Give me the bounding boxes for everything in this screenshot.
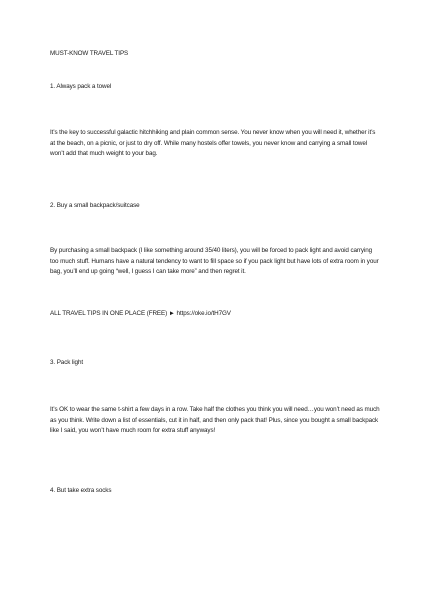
section-4-heading: 4. But take extra socks — [50, 487, 112, 494]
section-1-body: It’s the key to successful galactic hitchhiking and plain common sense. You never know when you will need it, whether it’s at the beach, on a picnic, or just to dry off. While many hostels offer towels, you never know and carrying a small towel won’t add that much weight to your bag. — [50, 129, 376, 157]
section-2-body: By purchasing a small backpack (I like something around 35/40 liters), you will be forced to pack light and avoid carrying too much stuff. Humans have a natural tendency to want to fill space so if you pack light but have lots of extra room in your bag, you’ll end up going “well, I guess I can take more” and then regret it. — [50, 247, 379, 275]
section-3-body: It’s OK to wear the same t-shirt a few days in a row. Take half the clothes you think you will need…you won’t need as much as you think. Write down a list of essentials, cut it in half, and then only pack that! Plus, since you bought a small backpack like I said, you won’t have much room for extra stuff anyways! — [50, 406, 380, 434]
section-2-heading: 2. Buy a small backpack/suitcase — [50, 202, 140, 209]
section-3-heading: 3. Pack light — [50, 359, 84, 366]
promo-link[interactable]: ALL TRAVEL TIPS IN ONE PLACE (FREE) ► https://oke.io/tH7GV — [50, 310, 231, 317]
document-title: MUST-KNOW TRAVEL TIPS — [50, 50, 129, 57]
section-1-heading: 1. Always pack a towel — [50, 83, 112, 90]
